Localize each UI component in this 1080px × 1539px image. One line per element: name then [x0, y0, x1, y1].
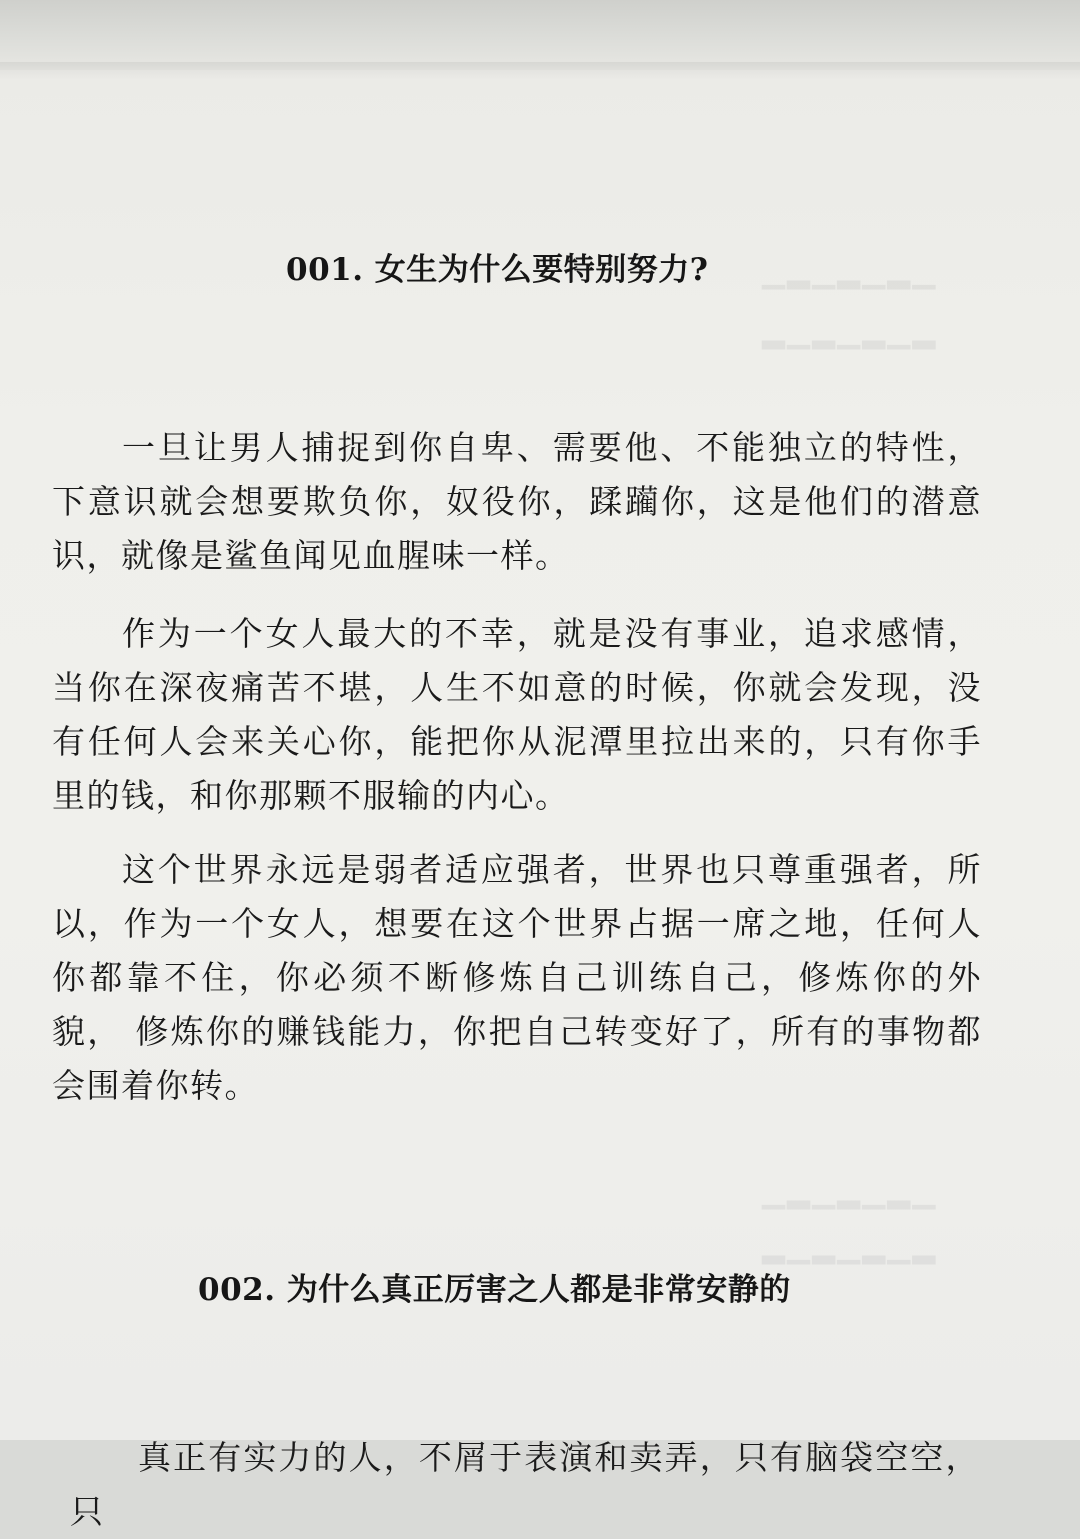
section-1-heading: 001. 女生为什么要特别努力? — [286, 252, 709, 288]
page-curl-shadow — [0, 62, 1080, 80]
section-1-paragraph-3: 这个世界永远是弱者适应强者，世界也只尊重强者，所以，作为一个女人，想要在这个世界占据一席之地，任何人你都靠不住，你必须不断修炼自己训练自己，修炼你的外貌， 修炼你的赚钱能力，你把自己转变好了，所有的事物都会围着你转。 — [52, 850, 982, 1105]
section-1-paragraph-2: 作为一个女人最大的不幸，就是没有事业，追求感情， 当你在深夜痛苦不堪，人生不如意的时候，你就会发现，没 有任何人会来关心你，能把你从泥潭里拉出来的，只有你手里的钱，和你那颗不服输的内心。 — [52, 614, 982, 815]
show-through-block-2: ▂▁▂▁▂▁▂ — [760, 315, 936, 350]
page-top-edge — [0, 0, 1080, 70]
section-2-heading: 002. 为什么真正厉害之人都是非常安静的 — [198, 1272, 791, 1308]
show-through-block-1: ▁▂▁▂▁▂▁ — [760, 255, 936, 290]
section-2-paragraph-1: 真正有实力的人，不屑于表演和卖弄，只有脑袋空空， 只 — [70, 1438, 980, 1531]
show-through-block-4: ▂▁▂▁▂▁▂ — [760, 1230, 936, 1265]
section-1-paragraph-1: 一旦让男人捕捉到你自卑、需要他、不能独立的特性， 下意识就会想要欺负你，奴役你，蹂躏你，这是他们的潜意识，就像是鲨鱼闻见血腥味一样。 — [52, 428, 982, 575]
show-through-block-3: ▁▂▁▂▁▂▁ — [760, 1175, 936, 1210]
